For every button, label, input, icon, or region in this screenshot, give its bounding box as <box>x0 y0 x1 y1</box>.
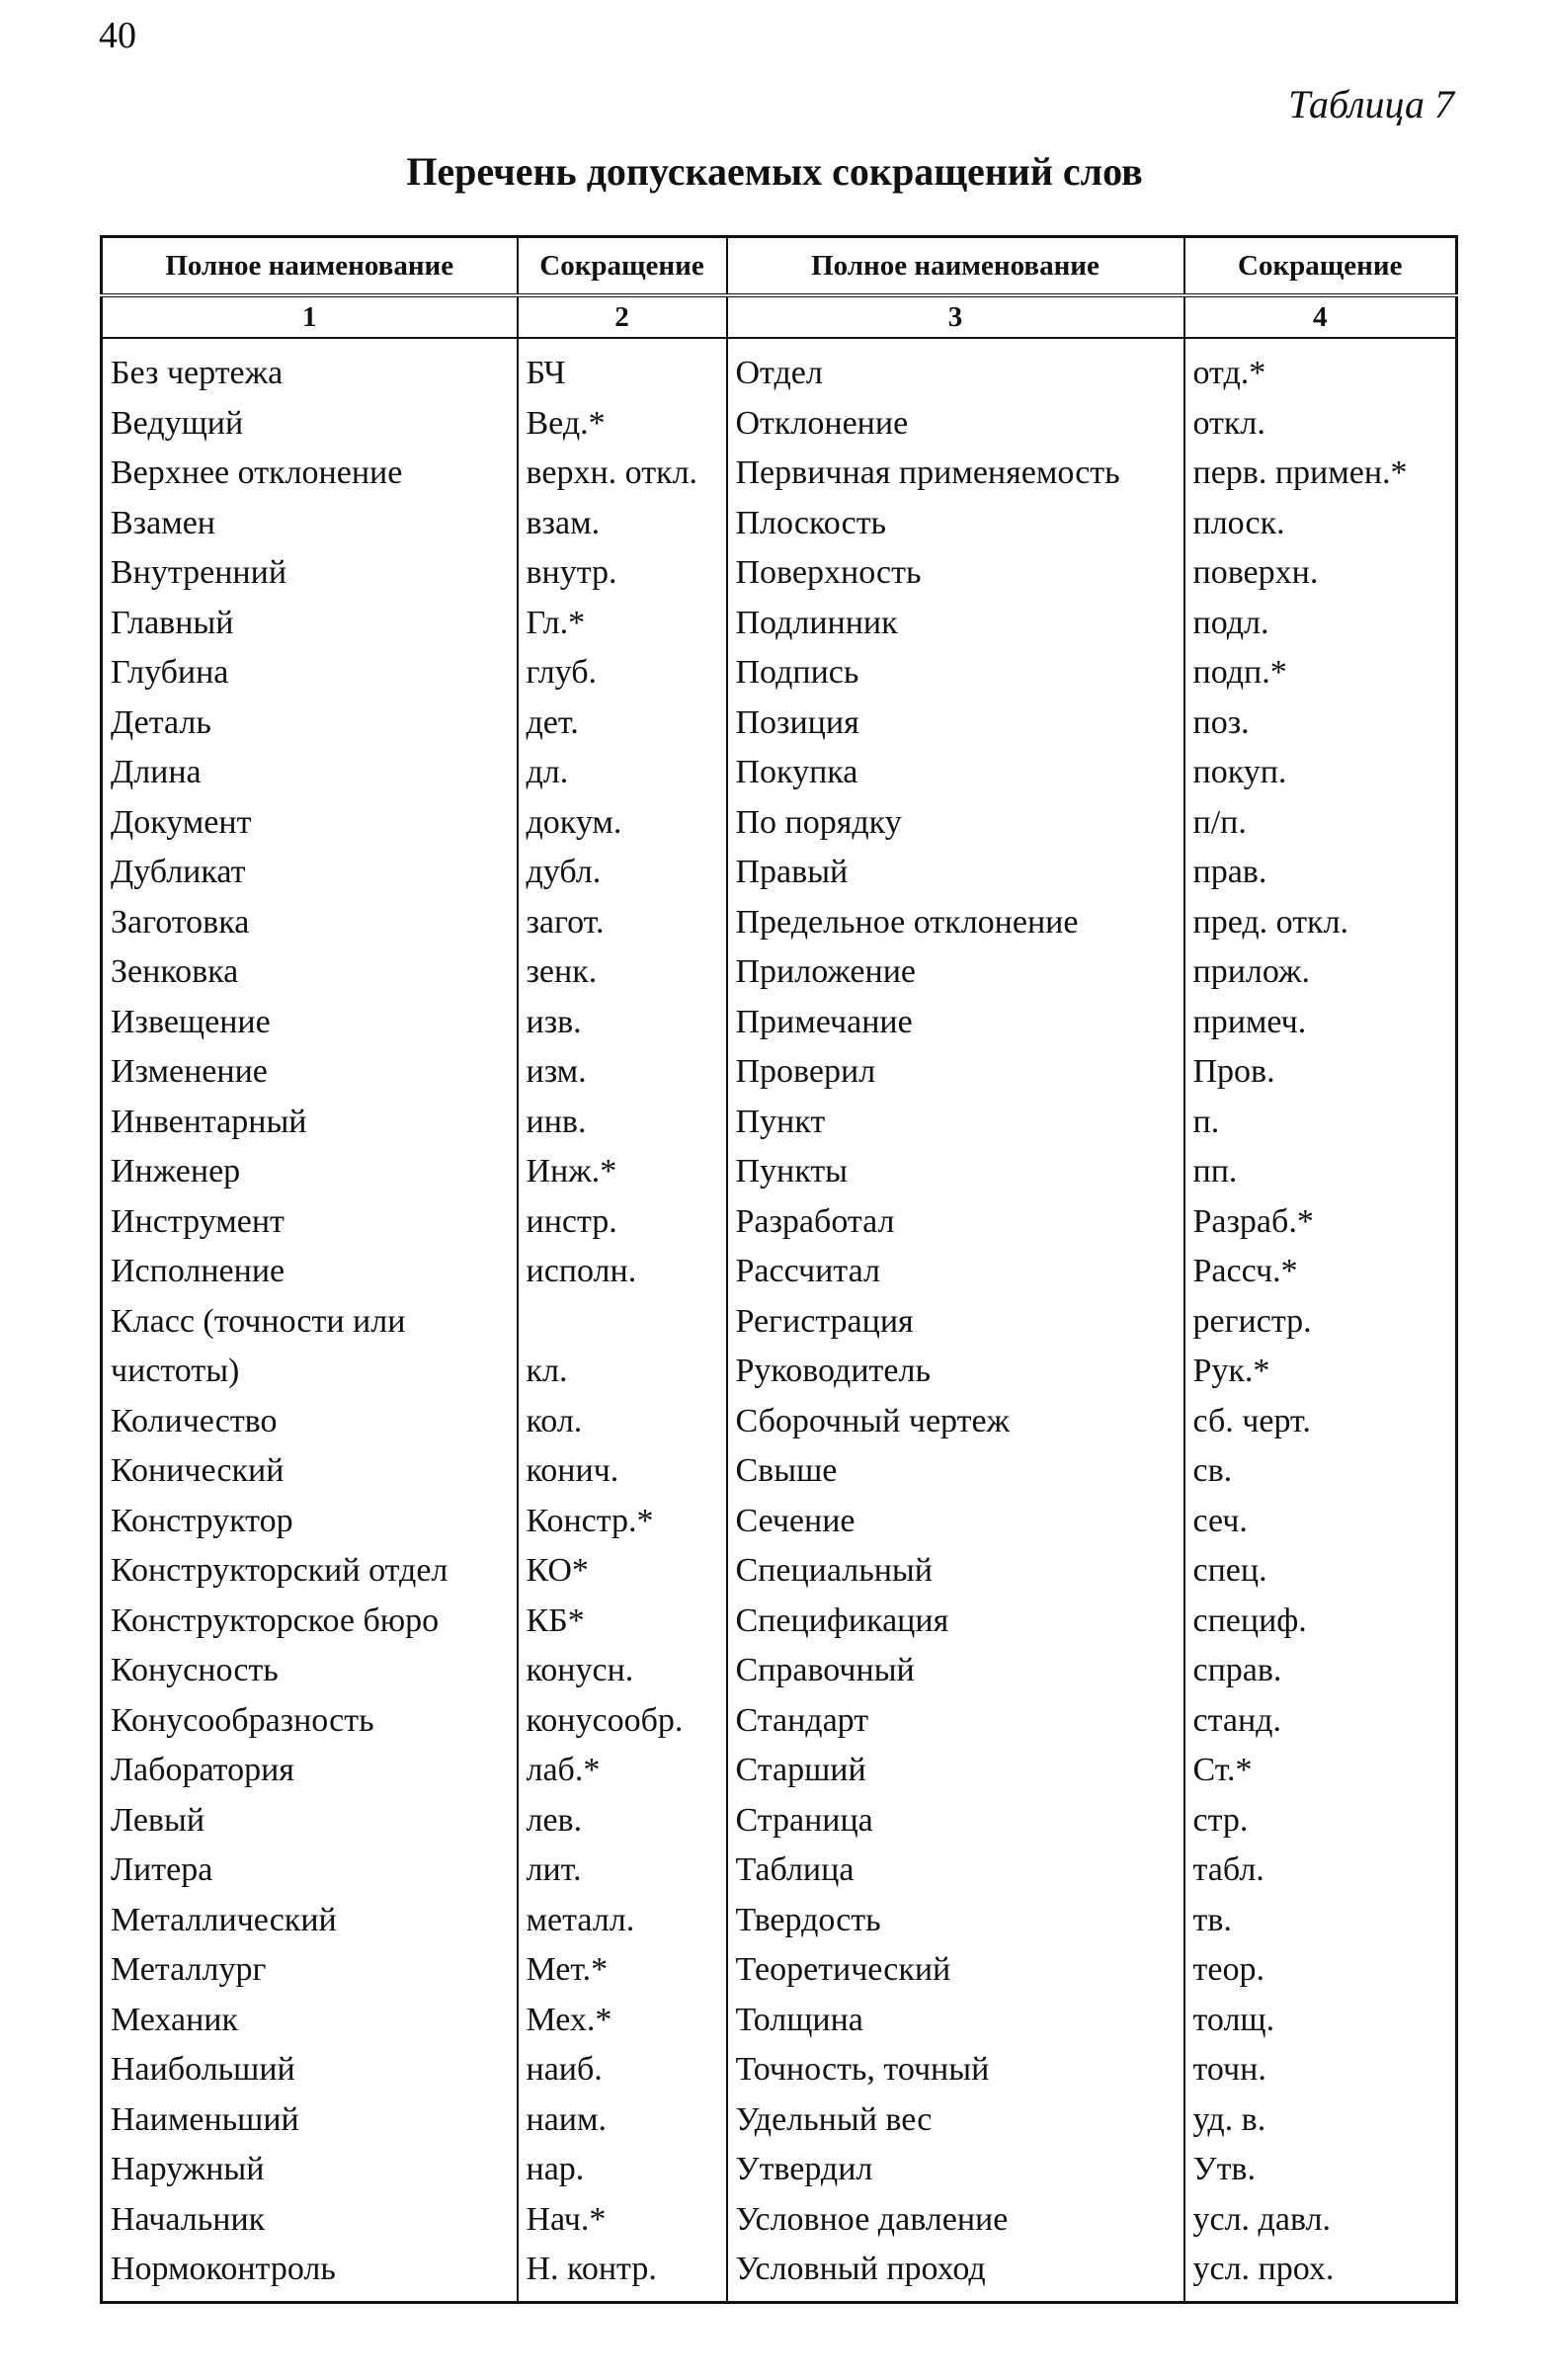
table-row <box>102 1896 1457 1946</box>
full-name-cell: Поверхность <box>727 548 1184 599</box>
abbreviation-cell: п/п. <box>1184 798 1457 849</box>
abbreviation-cell: Инж.* <box>518 1147 727 1197</box>
full-name-cell: Подпись <box>727 648 1184 698</box>
abbreviation-cell: глуб. <box>518 648 727 698</box>
column-number-1: 1 <box>102 295 518 338</box>
full-name-cell: Точность, точный <box>727 2045 1184 2095</box>
full-name-cell: Подлинник <box>727 599 1184 649</box>
table-row <box>102 1147 1457 1197</box>
abbreviation-cell: сб. черт. <box>1184 1397 1457 1447</box>
table-row <box>102 1347 1457 1397</box>
table-row <box>102 2095 1457 2146</box>
abbreviation-cell: толщ. <box>1184 1996 1457 2046</box>
table-row <box>102 499 1457 549</box>
full-name-cell: Верхнее отклонение <box>102 449 518 499</box>
abbreviation-cell: Мех.* <box>518 1996 727 2046</box>
full-name-cell: Удельный вес <box>727 2095 1184 2146</box>
full-name-cell: Наибольший <box>102 2045 518 2095</box>
table-row <box>102 748 1457 798</box>
table-label: Таблица 7 <box>1288 82 1454 126</box>
table-row <box>102 698 1457 749</box>
full-name-cell: Позиция <box>727 698 1184 749</box>
abbreviation-cell: Ст.* <box>1184 1746 1457 1796</box>
full-name-cell: Стандарт <box>727 1696 1184 1747</box>
table-row <box>102 1696 1457 1747</box>
table-row <box>102 1846 1457 1896</box>
abbreviation-cell: Пров. <box>1184 1047 1457 1098</box>
full-name-cell: Конусность <box>102 1646 518 1696</box>
abbreviation-cell: изм. <box>518 1047 727 1098</box>
abbreviation-cell: св. <box>1184 1446 1457 1497</box>
abbreviation-cell: КО* <box>518 1546 727 1597</box>
column-number-2: 2 <box>518 295 727 338</box>
full-name-cell: Длина <box>102 748 518 798</box>
abbreviation-cell: стр. <box>1184 1796 1457 1847</box>
table-title: Перечень допускаемых сокращений слов <box>406 149 1143 194</box>
table-row <box>102 338 1457 399</box>
full-name-cell: Извещение <box>102 998 518 1048</box>
full-name-cell: Деталь <box>102 698 518 749</box>
full-name-cell: Рассчитал <box>727 1247 1184 1297</box>
abbreviation-cell: зенк. <box>518 947 727 998</box>
abbreviation-cell: подл. <box>1184 599 1457 649</box>
table-row <box>102 399 1457 450</box>
full-name-cell: Документ <box>102 798 518 849</box>
full-name-cell: Старший <box>727 1746 1184 1796</box>
full-name-cell: Покупка <box>727 748 1184 798</box>
table-row <box>102 1047 1457 1098</box>
column-number-row <box>102 295 1457 338</box>
abbreviation-cell: поверхн. <box>1184 548 1457 599</box>
full-name-cell: чистоты) <box>102 1347 518 1397</box>
abbreviation-cell: Н. контр. <box>518 2245 727 2302</box>
full-name-cell: Страница <box>727 1796 1184 1847</box>
abbreviation-cell: взам. <box>518 499 727 549</box>
abbreviation-cell <box>518 1297 727 1348</box>
abbreviation-cell: изв. <box>518 998 727 1048</box>
abbreviation-cell: загот. <box>518 898 727 948</box>
full-name-cell: Без чертежа <box>102 338 518 399</box>
abbreviation-cell: усл. прох. <box>1184 2245 1457 2302</box>
table-body <box>102 338 1457 2302</box>
abbreviation-cell: специф. <box>1184 1597 1457 1647</box>
full-name-cell: Литера <box>102 1846 518 1896</box>
full-name-cell: Исполнение <box>102 1247 518 1297</box>
table-row <box>102 599 1457 649</box>
full-name-cell: Инструмент <box>102 1197 518 1248</box>
abbreviation-cell: Вед.* <box>518 399 727 450</box>
table-row <box>102 2245 1457 2302</box>
abbreviation-cell: справ. <box>1184 1646 1457 1696</box>
full-name-cell: Специальный <box>727 1546 1184 1597</box>
abbreviation-cell: внутр. <box>518 548 727 599</box>
header-full-name-1: Полное наименование <box>102 237 518 296</box>
table-row <box>102 1796 1457 1847</box>
abbreviation-cell: прилож. <box>1184 947 1457 998</box>
abbreviation-cell: дет. <box>518 698 727 749</box>
abbreviation-cell: пп. <box>1184 1147 1457 1197</box>
abbreviation-cell: табл. <box>1184 1846 1457 1896</box>
full-name-cell: Пункт <box>727 1098 1184 1148</box>
abbreviation-cell: конусообр. <box>518 1696 727 1747</box>
column-number-4: 4 <box>1184 295 1457 338</box>
abbreviation-cell: наим. <box>518 2095 727 2146</box>
table-row <box>102 1497 1457 1547</box>
abbreviation-cell: прав. <box>1184 848 1457 898</box>
abbreviation-cell: перв. примен.* <box>1184 449 1457 499</box>
full-name-cell: Металлург <box>102 1945 518 1996</box>
full-name-cell: Твердость <box>727 1896 1184 1946</box>
abbreviation-cell: кл. <box>518 1347 727 1397</box>
full-name-cell: Справочный <box>727 1646 1184 1696</box>
table-row <box>102 1597 1457 1647</box>
abbreviation-cell: инстр. <box>518 1197 727 1248</box>
table-row <box>102 947 1457 998</box>
full-name-cell: Плоскость <box>727 499 1184 549</box>
table-row <box>102 848 1457 898</box>
table-row <box>102 548 1457 599</box>
abbreviation-cell: докум. <box>518 798 727 849</box>
table-row <box>102 2045 1457 2095</box>
full-name-cell: Правый <box>727 848 1184 898</box>
table-row <box>102 1247 1457 1297</box>
full-name-cell: Нормоконтроль <box>102 2245 518 2302</box>
full-name-cell: Проверил <box>727 1047 1184 1098</box>
table-row <box>102 449 1457 499</box>
full-name-cell: Дубликат <box>102 848 518 898</box>
table-row <box>102 1297 1457 1348</box>
full-name-cell: Разработал <box>727 1197 1184 1248</box>
abbreviation-cell: наиб. <box>518 2045 727 2095</box>
full-name-cell: Количество <box>102 1397 518 1447</box>
abbreviation-cell: пред. откл. <box>1184 898 1457 948</box>
table-row <box>102 798 1457 849</box>
abbreviation-cell: Рассч.* <box>1184 1247 1457 1297</box>
abbreviations-table <box>100 235 1458 2304</box>
full-name-cell: Сборочный чертеж <box>727 1397 1184 1447</box>
full-name-cell: Механик <box>102 1996 518 2046</box>
abbreviation-cell: п. <box>1184 1098 1457 1148</box>
full-name-cell: Внутренний <box>102 548 518 599</box>
full-name-cell: Начальник <box>102 2195 518 2246</box>
header-abbreviation-1: Сокращение <box>518 237 727 296</box>
full-name-cell: Взамен <box>102 499 518 549</box>
abbreviation-cell: Разраб.* <box>1184 1197 1457 1248</box>
table-row <box>102 998 1457 1048</box>
abbreviation-cell: лаб.* <box>518 1746 727 1796</box>
abbreviation-cell: лит. <box>518 1846 727 1896</box>
abbreviation-cell: тв. <box>1184 1896 1457 1946</box>
full-name-cell: Свыше <box>727 1446 1184 1497</box>
abbreviation-cell: исполн. <box>518 1247 727 1297</box>
table-row <box>102 2195 1457 2246</box>
table-row <box>102 1397 1457 1447</box>
abbreviation-cell: отд.* <box>1184 338 1457 399</box>
abbreviation-cell: Нач.* <box>518 2195 727 2246</box>
full-name-cell: Конический <box>102 1446 518 1497</box>
abbreviation-cell: конусн. <box>518 1646 727 1696</box>
header-abbreviation-2: Сокращение <box>1184 237 1457 296</box>
abbreviation-cell: БЧ <box>518 338 727 399</box>
table-row <box>102 648 1457 698</box>
full-name-cell: Инженер <box>102 1147 518 1197</box>
full-name-cell: Предельное отклонение <box>727 898 1184 948</box>
header-full-name-2: Полное наименование <box>727 237 1184 296</box>
abbreviation-cell: откл. <box>1184 399 1457 450</box>
table-row <box>102 2145 1457 2195</box>
abbreviation-cell: Утв. <box>1184 2145 1457 2195</box>
full-name-cell: Инвентарный <box>102 1098 518 1148</box>
full-name-cell: Примечание <box>727 998 1184 1048</box>
abbreviation-cell: уд. в. <box>1184 2095 1457 2146</box>
full-name-cell: Утвердил <box>727 2145 1184 2195</box>
abbreviation-cell: Рук.* <box>1184 1347 1457 1397</box>
full-name-cell: Наименьший <box>102 2095 518 2146</box>
table-row <box>102 1197 1457 1248</box>
full-name-cell: Конструкторский отдел <box>102 1546 518 1597</box>
full-name-cell: Металлический <box>102 1896 518 1946</box>
full-name-cell: Левый <box>102 1796 518 1847</box>
full-name-cell: Пункты <box>727 1147 1184 1197</box>
full-name-cell: Условный проход <box>727 2245 1184 2302</box>
abbreviation-cell: подп.* <box>1184 648 1457 698</box>
full-name-cell: По порядку <box>727 798 1184 849</box>
table-row <box>102 898 1457 948</box>
full-name-cell: Условное давление <box>727 2195 1184 2246</box>
full-name-cell: Конусообразность <box>102 1696 518 1747</box>
full-name-cell: Главный <box>102 599 518 649</box>
abbreviation-cell: кол. <box>518 1397 727 1447</box>
full-name-cell: Конструктор <box>102 1497 518 1547</box>
full-name-cell: Толщина <box>727 1996 1184 2046</box>
full-name-cell: Первичная применяемость <box>727 449 1184 499</box>
abbreviation-cell: металл. <box>518 1896 727 1946</box>
abbreviation-cell: Констр.* <box>518 1497 727 1547</box>
full-name-cell: Заготовка <box>102 898 518 948</box>
abbreviation-cell: регистр. <box>1184 1297 1457 1348</box>
abbreviation-cell: спец. <box>1184 1546 1457 1597</box>
full-name-cell: Таблица <box>727 1846 1184 1896</box>
abbreviation-cell: точн. <box>1184 2045 1457 2095</box>
full-name-cell: Регистрация <box>727 1297 1184 1348</box>
table-row <box>102 1945 1457 1996</box>
abbreviation-cell: теор. <box>1184 1945 1457 1996</box>
table-row <box>102 1098 1457 1148</box>
abbreviation-cell: дл. <box>518 748 727 798</box>
full-name-cell: Теоретический <box>727 1945 1184 1996</box>
full-name-cell: Ведущий <box>102 399 518 450</box>
abbreviation-cell: нар. <box>518 2145 727 2195</box>
abbreviation-cell: сеч. <box>1184 1497 1457 1547</box>
full-name-cell: Конструкторское бюро <box>102 1597 518 1647</box>
header-row <box>102 237 1457 296</box>
table-row <box>102 1446 1457 1497</box>
abbreviation-cell: Гл.* <box>518 599 727 649</box>
full-name-cell: Класс (точности или <box>102 1297 518 1348</box>
abbreviation-cell: инв. <box>518 1098 727 1148</box>
abbreviation-cell: лев. <box>518 1796 727 1847</box>
full-name-cell: Наружный <box>102 2145 518 2195</box>
full-name-cell: Сечение <box>727 1497 1184 1547</box>
abbreviation-cell: плоск. <box>1184 499 1457 549</box>
full-name-cell: Лаборатория <box>102 1746 518 1796</box>
full-name-cell: Руководитель <box>727 1347 1184 1397</box>
page-number: 40 <box>99 15 136 56</box>
table-row <box>102 1546 1457 1597</box>
abbreviation-cell: поз. <box>1184 698 1457 749</box>
abbreviation-cell: верхн. откл. <box>518 449 727 499</box>
abbreviation-cell: примеч. <box>1184 998 1457 1048</box>
table-row <box>102 1746 1457 1796</box>
full-name-cell: Отклонение <box>727 399 1184 450</box>
abbreviation-cell: усл. давл. <box>1184 2195 1457 2246</box>
abbreviation-cell: станд. <box>1184 1696 1457 1747</box>
abbreviation-cell: дубл. <box>518 848 727 898</box>
full-name-cell: Приложение <box>727 947 1184 998</box>
full-name-cell: Спецификация <box>727 1597 1184 1647</box>
abbreviation-cell: Мет.* <box>518 1945 727 1996</box>
full-name-cell: Изменение <box>102 1047 518 1098</box>
full-name-cell: Глубина <box>102 648 518 698</box>
table-row <box>102 1996 1457 2046</box>
column-number-3: 3 <box>727 295 1184 338</box>
full-name-cell: Зенковка <box>102 947 518 998</box>
table-row <box>102 1646 1457 1696</box>
abbreviation-cell: покуп. <box>1184 748 1457 798</box>
full-name-cell: Отдел <box>727 338 1184 399</box>
abbreviation-cell: КБ* <box>518 1597 727 1647</box>
abbreviation-cell: конич. <box>518 1446 727 1497</box>
